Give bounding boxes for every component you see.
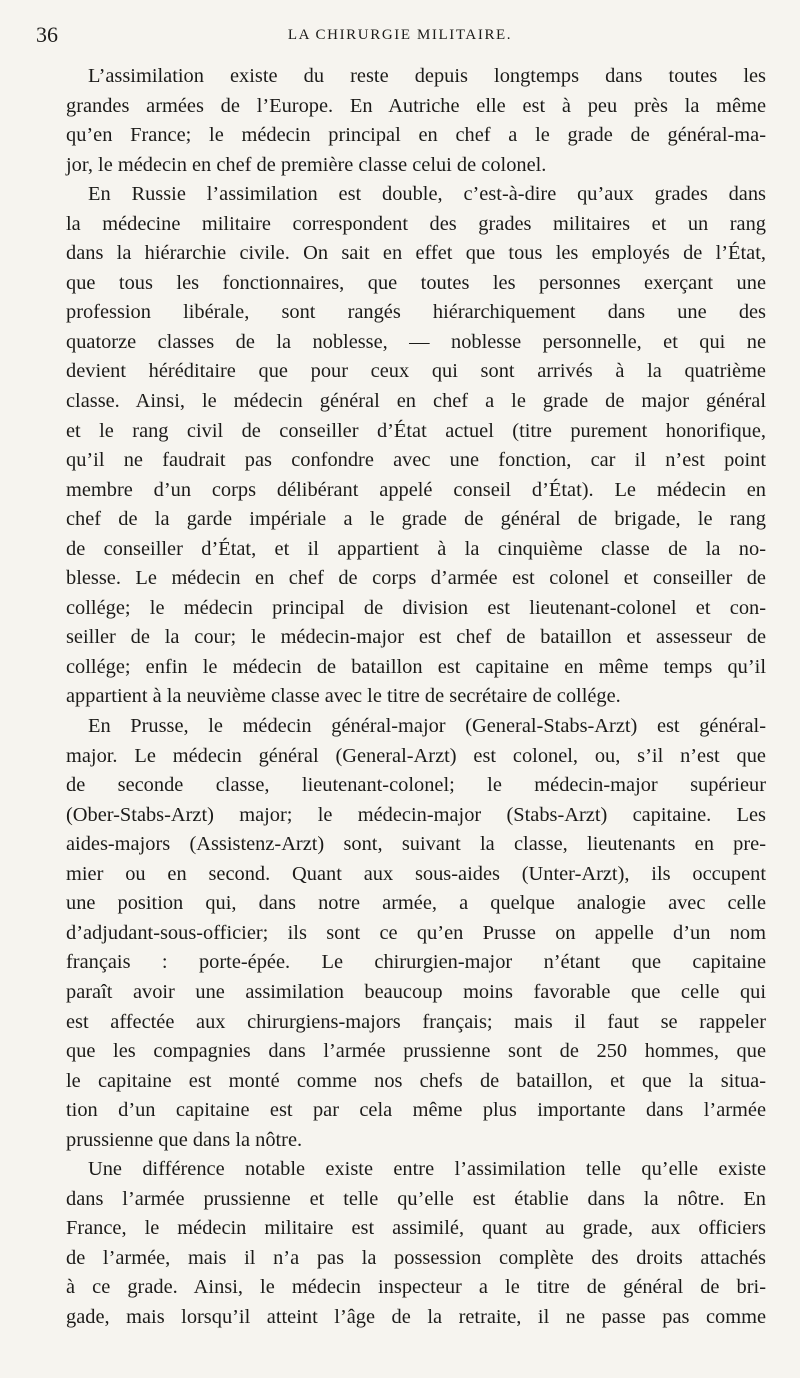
text-line: appartient à la neuvième classe avec le titre de secrétaire de collége. [66, 685, 621, 708]
text-line: une position qui, dans notre armée, a quelque analogie avec celle [66, 892, 766, 915]
text-line: L’assimilation existe du reste depuis longtemps dans toutes les [88, 65, 766, 87]
text-line: de conseiller d’État, et il appartient à la cinquième classe de la no- [66, 537, 766, 560]
text-line: profession libérale, sont rangés hiérarchiquement dans une des [66, 301, 766, 324]
text-line: grandes armées de l’Europe. En Autriche elle est à peu près la même [66, 94, 766, 117]
text-line: est affectée aux chirurgiens-majors français; mais il faut se rappeler [66, 1010, 766, 1033]
text-line: France, le médecin militaire est assimilé, quant au grade, aux officiers [66, 1217, 766, 1240]
text-line: aides-majors (Assistenz-Arzt) sont, suivant la classe, lieutenants en pre- [66, 833, 766, 856]
text-line: de l’armée, mais il n’a pas la possession complète des droits attachés [66, 1246, 766, 1269]
text-line: membre d’un corps délibérant appelé conseil d’État). Le médecin en [66, 478, 766, 501]
text-line: En Russie l’assimilation est double, c’est-à-dire qu’aux grades dans [88, 183, 766, 206]
text-line: que les compagnies dans l’armée prussienne sont de 250 hommes, que [66, 1040, 766, 1063]
text-line: le capitaine est monté comme nos chefs de bataillon, et que la situa- [66, 1069, 766, 1092]
text-line: d’adjudant-sous-officier; ils sont ce qu’en Prusse on appelle d’un nom [66, 921, 766, 944]
text-line: paraît avoir une assimilation beaucoup moins favorable que celle qui [66, 980, 766, 1003]
text-line: jor, le médecin en chef de première classe celui de colonel. [66, 153, 547, 176]
text-line: quatorze classes de la noblesse, — noblesse personnelle, et qui ne [66, 330, 766, 353]
text-line: mier ou en second. Quant aux sous-aides (Unter-Arzt), ils occupent [66, 862, 766, 885]
text-line: de seconde classe, lieutenant-colonel; le médecin-major supérieur [66, 774, 766, 797]
text-line: qu’en France; le médecin principal en chef a le grade de général-ma- [66, 124, 766, 147]
text-line: devient héréditaire que pour ceux qui sont arrivés à la quatrième [66, 360, 766, 383]
text-line: blesse. Le médecin en chef de corps d’armée est colonel et conseiller de [66, 567, 766, 590]
text-line: seiller de la cour; le médecin-major est chef de bataillon et assesseur de [66, 626, 766, 649]
text-line: et le rang civil de conseiller d’État actuel (titre purement honorifique, [66, 419, 766, 442]
page-number: 36 [36, 22, 58, 47]
text-line: dans la hiérarchie civile. On sait en effet que tous les employés de l’État, [66, 242, 766, 265]
text-line: major. Le médecin général (General-Arzt) est colonel, ou, s’il n’est que [66, 744, 766, 767]
text-line: la médecine militaire correspondent des grades militaires et un rang [66, 212, 766, 235]
body-text [66, 62, 766, 1333]
text-line: français : porte-épée. Le chirurgien-major n’étant que capitaine [66, 951, 766, 974]
text-line: que tous les fonctionnaires, que toutes les personnes exerçant une [66, 271, 766, 294]
text-line: tion d’un capitaine est par cela même plus importante dans l’armée [66, 1099, 766, 1122]
running-head [36, 20, 764, 50]
text-line: classe. Ainsi, le médecin général en chef a le grade de major général [66, 390, 766, 413]
text-line: Une différence notable existe entre l’assimilation telle qu’elle existe [88, 1158, 766, 1181]
text-line: gade, mais lorsqu’il atteint l’âge de la retraite, il ne passe pas comme [66, 1305, 766, 1328]
text-line: En Prusse, le médecin général-major (General-Stabs-Arzt) est général- [88, 715, 766, 738]
text-line: à ce grade. Ainsi, le médecin inspecteur a le titre de général de bri- [66, 1276, 766, 1299]
text-line: prussienne que dans la nôtre. [66, 1128, 303, 1151]
text-line: collége; enfin le médecin de bataillon est capitaine en même temps qu’il [66, 655, 766, 678]
text-line: chef de la garde impériale a le grade de général de brigade, le rang [66, 508, 766, 531]
text-line: (Ober-Stabs-Arzt) major; le médecin-major (Stabs-Arzt) capitaine. Les [66, 803, 766, 826]
text-line: dans l’armée prussienne et telle qu’elle est établie dans la nôtre. En [66, 1187, 766, 1210]
running-title: LA CHIRURGIE MILITAIRE. [287, 27, 513, 43]
text-line: collége; le médecin principal de division est lieutenant-colonel et con- [66, 596, 766, 619]
text-line: qu’il ne faudrait pas confondre avec une fonction, car il n’est point [66, 449, 766, 472]
